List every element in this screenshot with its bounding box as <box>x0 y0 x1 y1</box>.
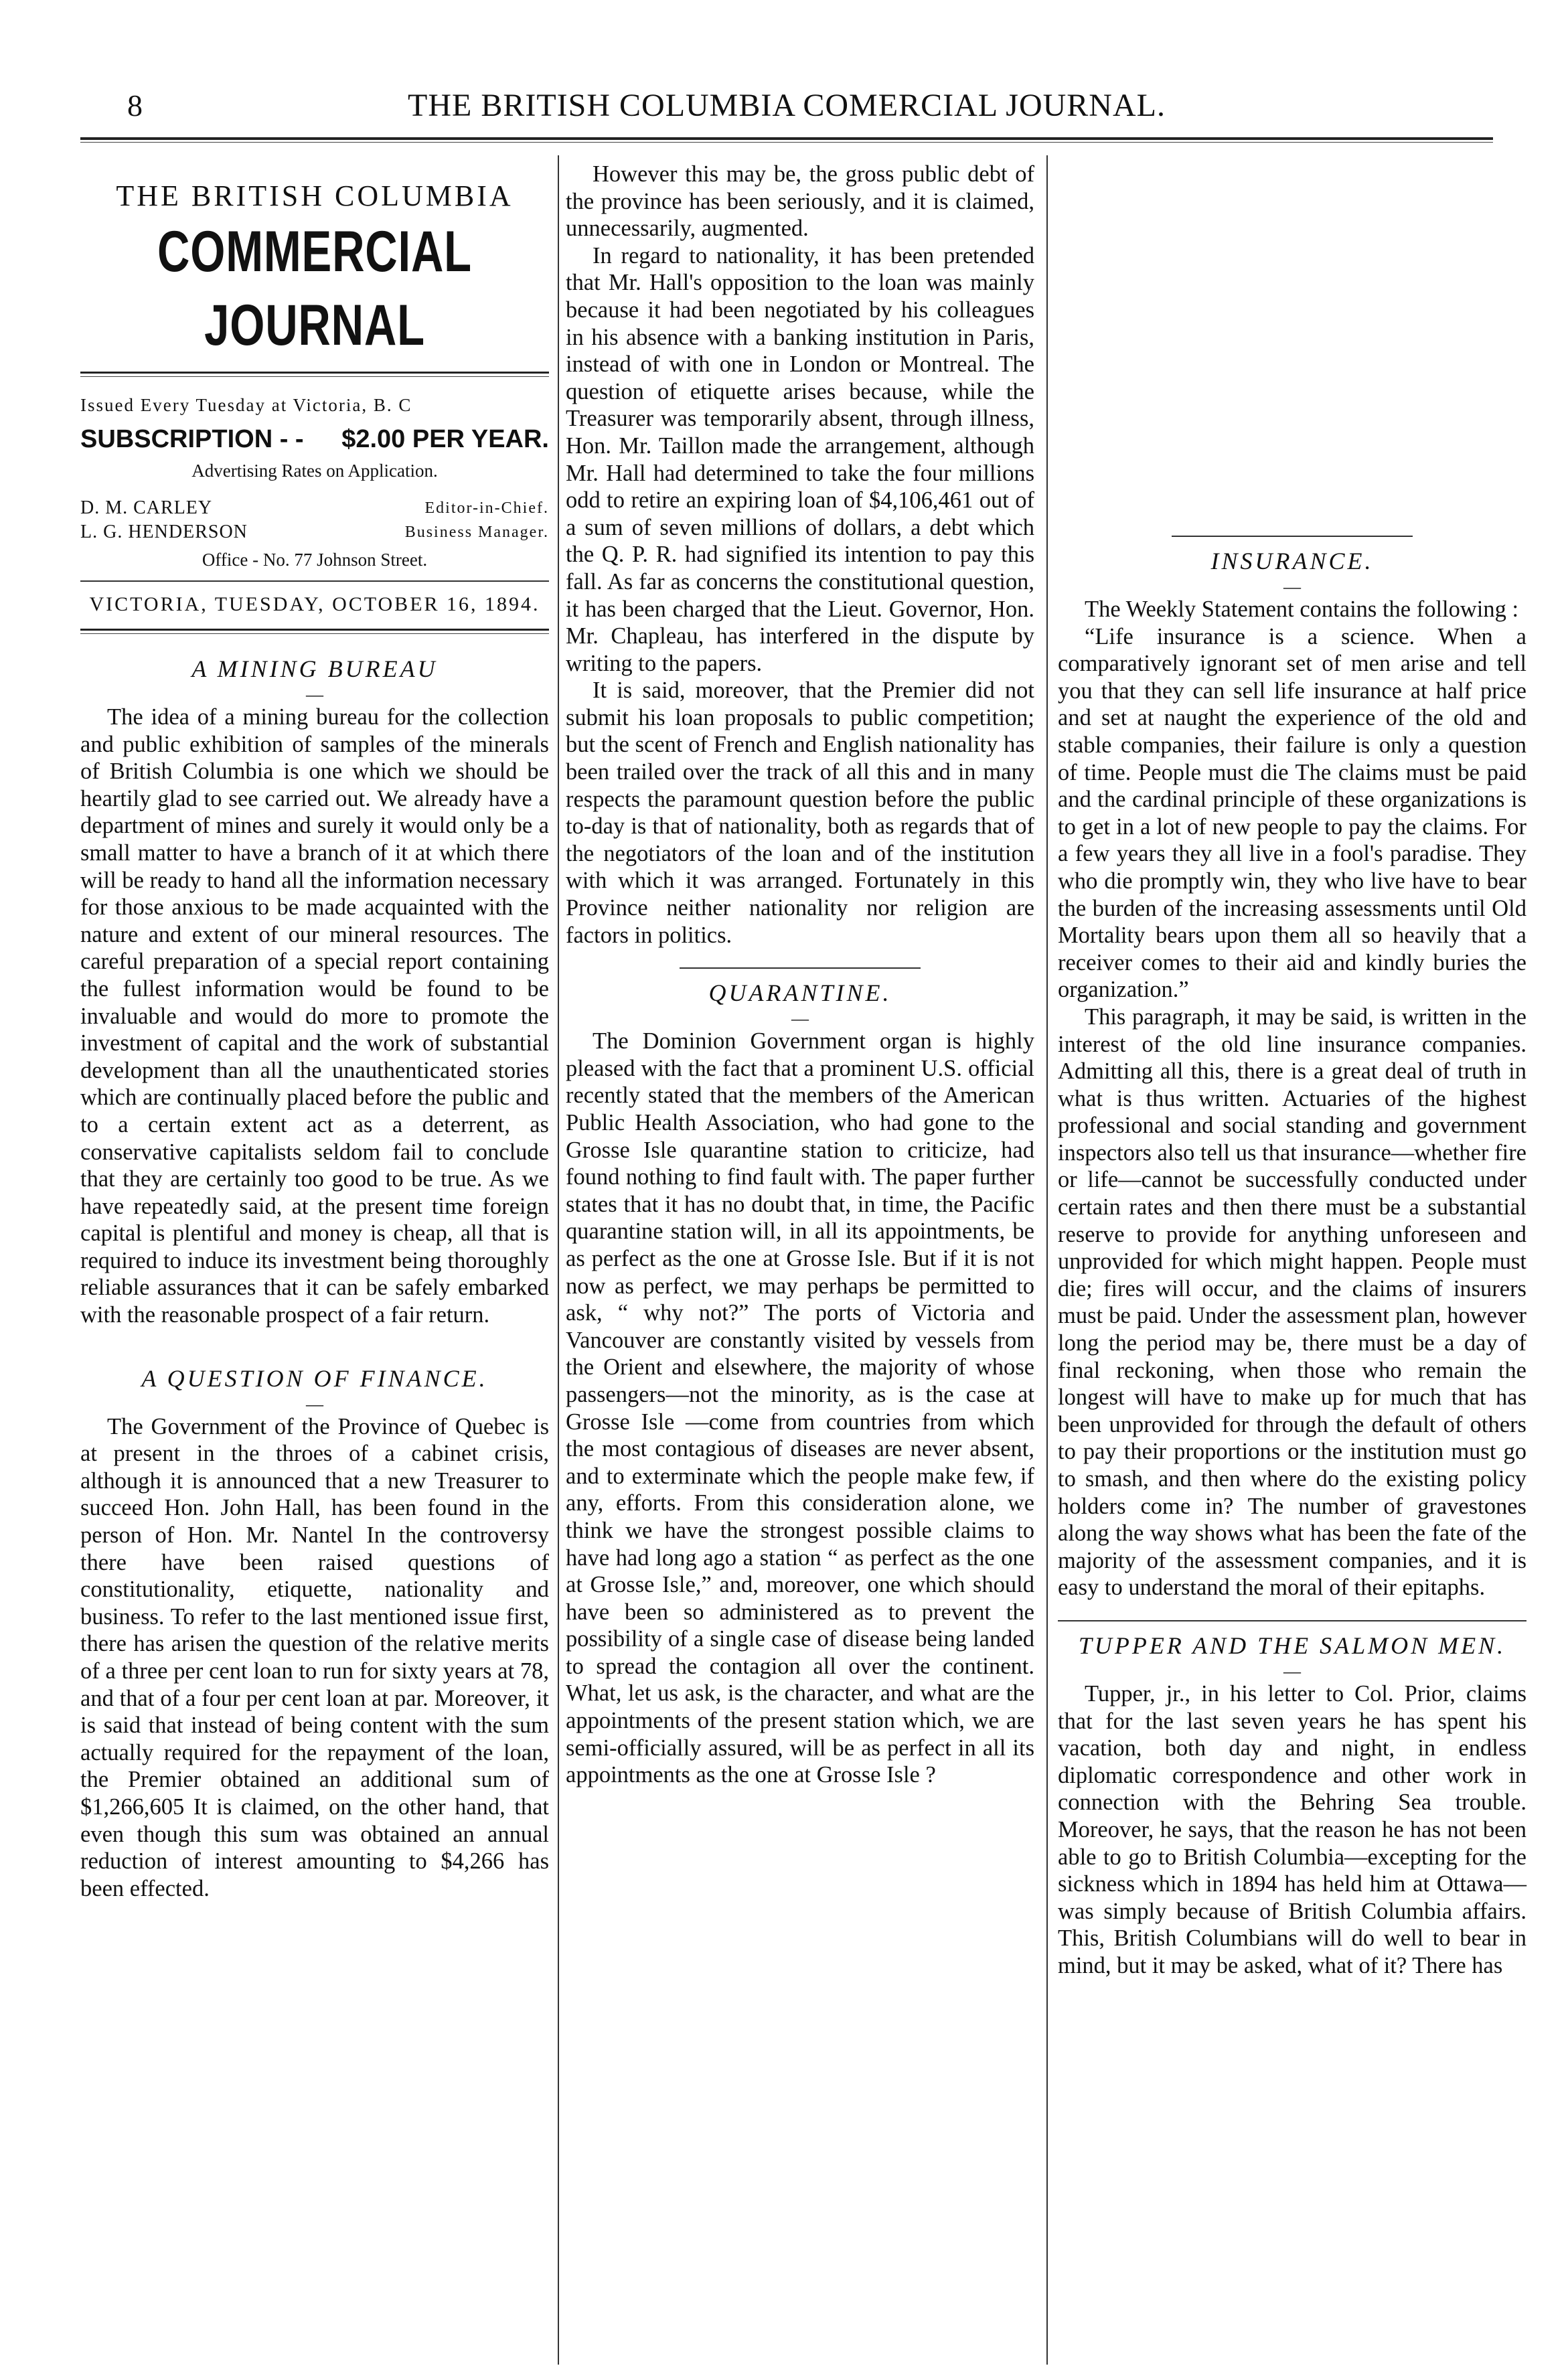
running-title: THE BRITISH COLUMBIA COMERCIAL JOURNAL. <box>408 88 1166 123</box>
article-paragraph: The Weekly Statement contains the following : <box>1085 597 1519 622</box>
staff-name: D. M. CARLEY <box>80 497 213 518</box>
article-paragraph: Tupper, jr., in his letter to Col. Prior, claims that for the last seven years he has spent his vacation, both day and night, in endless diplomatic correspondence and other work in connection with the Behring Sea trouble. Moreover, he says, that the reason he has not been able to go to British Columbia—excepting for the sickness which in 1894 has held him at Ottawa—was simply because of British Columbia affairs. This, British Columbians will do well to bear in mind, but it may be asked, what of it? There has <box>1058 1680 1526 1978</box>
rule <box>80 580 549 582</box>
dateline: VICTORIA, TUESDAY, OCTOBER 16, 1894. <box>89 593 540 615</box>
header-rule-thin <box>80 142 1493 143</box>
masthead-rule <box>80 372 549 377</box>
title-dash: — <box>306 685 323 704</box>
title-dash: — <box>791 1009 809 1029</box>
title-dash: — <box>1283 1661 1301 1681</box>
staff-row <box>80 496 549 520</box>
article-paragraph: It is said, moreover, that the Premier did not submit his loan proposals to public competition; but the scent of French and English nationality has been trailed over the track of all this and in many respects the paramount question before the public to-day is that of nationality, both as regards that of the negotiators of the loan and of the institution with which it was arranged. Fortunately in this Province neither nationality nor religion are factors in politics. <box>566 678 1034 948</box>
staff-role: Business Manager. <box>404 524 549 541</box>
column-2 <box>566 161 1034 1789</box>
page-number: 8 <box>127 88 143 123</box>
masthead-line1: THE BRITISH COLUMBIA <box>116 179 514 212</box>
masthead-title: COMMERCIAL JOURNAL <box>157 220 472 358</box>
article-title: INSURANCE. <box>1210 548 1374 574</box>
office-address: Office - No. 77 Johnson Street. <box>202 550 428 570</box>
article-paragraph: This paragraph, it may be said, is written in the interest of the old line insurance companies. Admitting all this, there is a great deal of truth in what is thus written. Actuaries of the highest professional and social standing and government inspectors also tell us that insurance—whether fire or life—cannot be successfully conducted under certain rates and then there must be a substantial reserve to provide for anything unforeseen and unprovided for which might happen. People must die; fires will occur, and the claims of insurers must be paid. Under the assessment plan, however long the period may be, there must be a day of final reckoning, when those who remain the longest will have to make up for much that has been unprovided for through the default of others to pay their proportions or the institution must go to smash, and then where do the existing policy holders come in? The number of gravestones along the way shows what has been the fate of the majority of the assessment companies, and it is easy to understand the moral of their epitaphs. <box>1058 1004 1526 1601</box>
article-title: QUARANTINE. <box>708 979 892 1007</box>
article-title: A QUESTION OF FINANCE. <box>141 1364 488 1392</box>
title-dash: — <box>1283 577 1301 597</box>
column-3 <box>1058 161 1526 1980</box>
subscription-price: $2.00 PER YEAR. <box>341 425 549 453</box>
staff-row <box>80 520 549 544</box>
article-paragraph: The Dominion Government organ is highly pleased with the fact that a prominent U.S. official recently stated that the members of the American Public Health Association, who had gone to the Grosse Isle quarantine station to criticize, had found nothing to find fault with. The paper further states that it has no doubt that, in time, the Pacific quarantine station will, in all its appointments, be as perfect as the one at Grosse Isle. But if it is not now as perfect, we may perhaps be permitted to ask, “ why not?” The ports of Victoria and Vancouver are constantly visited by vessels from the Orient and elsewhere, the majority of whose passengers—not the minority, as is the case at Grosse Isle —come from countries from which the most contagious of diseases are never absent, and to exterminate which the people make few, if any, efforts. From this consideration alone, we think we have the strongest possible claims to have had long ago a station “ as perfect as the one at Grosse Isle,” and, moreover, one which should have been so administered as to prevent the possibility of a single case of disease being landed to spread the contagion all over the continent. What, let us ask, is the character, and what are the appointments of the present station which, we are semi-officially assured, will be as perfect in all its appointments as the one at Grosse Isle ? <box>566 1028 1034 1788</box>
masthead-issued: Issued Every Tuesday at Victoria, B. C <box>80 395 412 415</box>
article-paragraph: The Government of the Province of Quebec is at present in the throes of a cabinet crisis, although it is announced that a new Treasurer to succeed Hon. John Hall, has been found in the person of Hon. Mr. Nantel In the controversy there have been raised questions of constitutionality, etiquette, nationality and business. To refer to the last mentioned issue first, there has arisen the question of the relative merits of a three per cent loan to run for sixty years at 78, and that of a four per cent loan at par. Moreover, it is said that instead of being content with the sum actually required for the repayment of the loan, the Premier obtained an additional sum of $1,266,605 It is claimed, on the other hand, that even though this sum was obtained an annual reduction of interest amounting to $4,266 has been effected. <box>80 1413 549 1901</box>
section-rule <box>680 967 921 969</box>
dateline-rule <box>80 629 549 634</box>
article-paragraph: “Life insurance is a science. When a comparatively ignorant set of men arise and tell you that they can sell life insurance at half price and set at naught the experience of the old and stable companies, their failure is only a question of time. People must die The claims must be paid and the cardinal principle of these organizations is to get in a lot of new people to pay the claims. For a few years they all live in a fool's paradise. They who die promptly win, they who live have to bear the burden of the increasing assessments until Old Mortality bears upon them all so heavily that a receiver comes to their aid and kindly buries the organization.” <box>1058 623 1526 1003</box>
subscription-line <box>80 424 549 455</box>
section-rule <box>1058 1620 1526 1621</box>
section-rule <box>1172 536 1413 537</box>
column-divider <box>1046 155 1048 2365</box>
article-title: TUPPER AND THE SALMON MEN. <box>1078 1632 1506 1659</box>
staff-role: Editor-in-Chief. <box>424 499 549 517</box>
article-title: A MINING BUREAU <box>191 655 438 682</box>
article-paragraph: However this may be, the gross public debt of the province has been seriously, and it is claimed, unnecessarily, augmented. <box>566 161 1034 242</box>
article-paragraph: The idea of a mining bureau for the collection and public exhibition of samples of the minerals of British Columbia is one which we should be heartily glad to see carried out. We already have a department of mines and surely it would only be a small matter to have a branch of it at which there will be ready to hand all the information necessary for those anxious to be made acquainted with the nature and extent of our mineral resources. The careful preparation of a special report containing the fullest information would be found to be invaluable and would do more to promote the investment of capital and the work of substantial development than all the unauthenticated stories which are continually placed before the public and to a certain extent act as a deterrent, as conservative capitalists seldom fail to conclude that they are certainly too good to be true. As we have repeatedly said, at the present time foreign capital is plentiful and money is cheap, all that is required to induce its investment being thoroughly reliable assurances that it can be safely embarked with the reasonable prospect of a fair return. <box>80 704 549 1328</box>
title-dash: — <box>306 1394 323 1414</box>
column-divider <box>558 155 559 2365</box>
article-paragraph: In regard to nationality, it has been pretended that Mr. Hall's opposition to the loan was mainly because it had been negotiated by his colleagues in his absence with a banking institution in Paris, instead of with one in London or Montreal. The question of etiquette arises because, while the Treasurer was temporarily absent, through illness, Hon. Mr. Taillon made the arrangement, although Mr. Hall had determined to take the four millions odd to retire an expiring loan of $4,106,461 out of a sum of seven millions of dollars, a debt which the Q. P. R. had signified its intention to pay this fall. As far as concerns the constitutional question, it has been charged that the Lieut. Governor, Hon. Mr. Chapleau, has interfered in the dispute by writing to the papers. <box>566 242 1034 676</box>
advertising-note: Advertising Rates on Application. <box>191 461 438 481</box>
column-1 <box>80 157 549 1902</box>
subscription-label: SUBSCRIPTION - - <box>80 425 304 453</box>
header-rule <box>80 137 1493 140</box>
staff-name: L. G. HENDERSON <box>80 522 248 542</box>
running-head <box>80 86 1493 133</box>
